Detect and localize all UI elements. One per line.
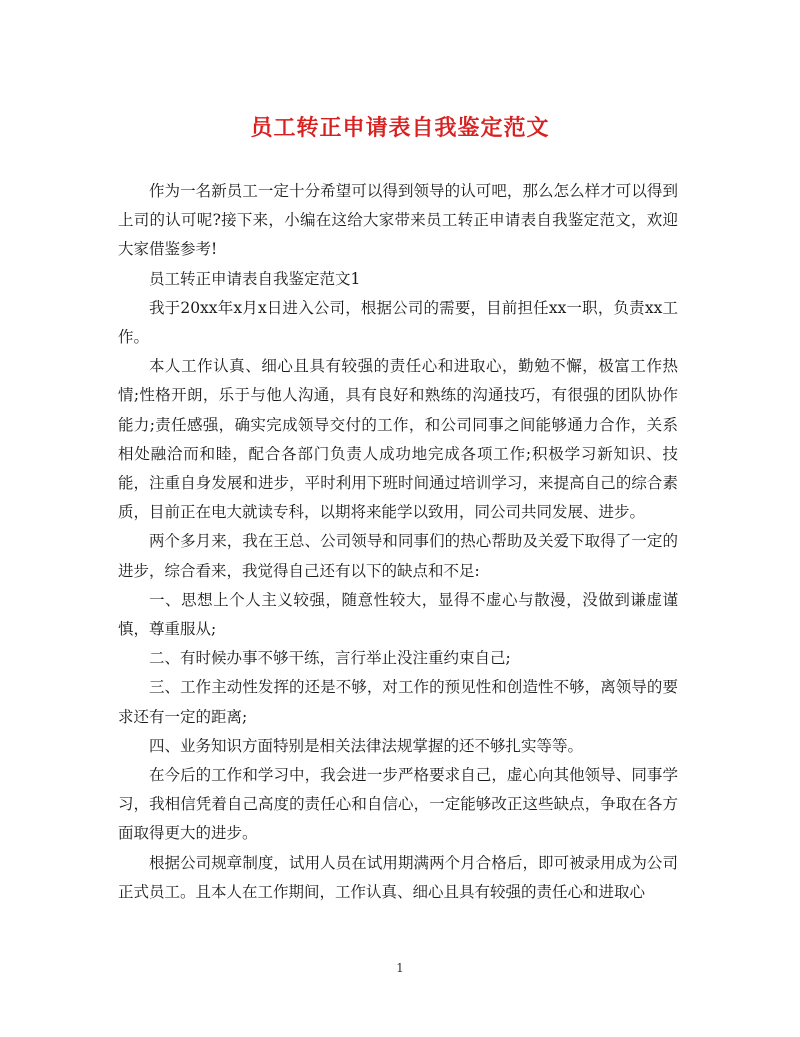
paragraph-shortcoming-2: 二、有时候办事不够干练，言行举止没注重约束自己; <box>149 649 511 668</box>
paragraph-shortcoming-1: 一、思想上个人主义较强，随意性较大，显得不虚心与散漫，没做到谦虚谨慎，尊重服从; <box>118 590 678 639</box>
paragraph-performance: 本人工作认真、细心且具有较强的责任心和进取心，勤勉不懈，极富工作热情;性格开朗，乐于与他人沟通，具有良好和熟练的沟通技巧，有很强的团队协作能力;责任感强，确实完成领导交付的工作，和公司同事之间能够通力合作，关系相处融洽而和睦，配合各部门负责人成功地完成各项工作;积极学习新知识、技能，注重自身发展和进步，平时利用下班时间通过培训学习，来提高自己的综合素质，目前正在电大就读专科，以期将来能学以致用，同公司共同发展、进步。 <box>118 357 678 522</box>
paragraph-shortcoming-4: 四、业务知识方面特别是相关法律法规掌握的还不够扎实等等。 <box>149 736 584 755</box>
paragraph-shortcoming-3: 三、工作主动性发挥的还是不够，对工作的预见性和创造性不够，离领导的要求还有一定的距离; <box>118 678 678 726</box>
paragraph-regulations: 根据公司规章制度，试用人员在试用期满两个月合格后，即可被录用成为公司正式员工。且本人在工作期间，工作认真、细心且具有较强的责任心和进取心 <box>118 853 678 901</box>
page-number: 1 <box>396 961 404 975</box>
document-title: 员工转正申请表自我鉴定范文 <box>250 115 550 141</box>
paragraph-shortcomings-intro: 两个多月来，我在王总、公司领导和同事们的热心帮助及关爱下取得了一定的进步，综合看来，我觉得自己还有以下的缺点和不足: <box>118 532 678 580</box>
paragraph-future-plan: 在今后的工作和学习中，我会进一步严格要求自己，虚心向其他领导、同事学习，我相信凭着自己高度的责任心和自信心，一定能够改正这些缺点，争取在各方面取得更大的进步。 <box>118 766 678 843</box>
paragraph-position: 我于20xx年x月x日进入公司，根据公司的需要，目前担任xx一职，负责xx工作。 <box>118 298 678 347</box>
paragraph-intro: 作为一名新员工一定十分希望可以得到领导的认可吧，那么怎么样才可以得到上司的认可呢?接下来，小编在这给大家带来员工转正申请表自我鉴定范文，欢迎大家借鉴参考! <box>118 182 678 259</box>
paragraph-subheading: 员工转正申请表自我鉴定范文1 <box>149 269 361 288</box>
document-body <box>118 177 678 907</box>
